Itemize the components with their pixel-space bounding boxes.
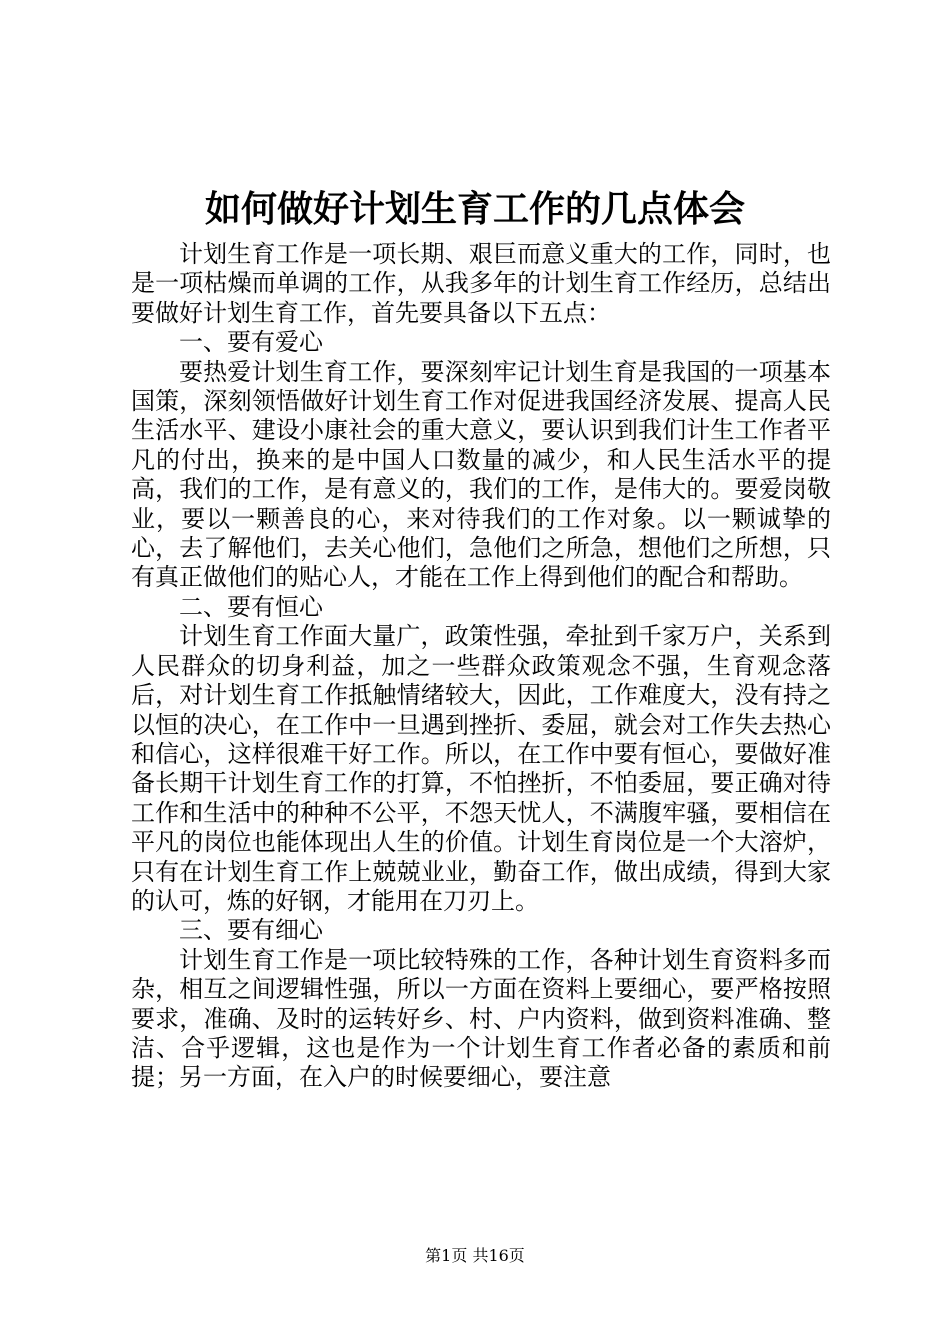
section-heading-1: 一、要有爱心 [179, 328, 323, 357]
section-heading-2: 二、要有恒心 [179, 592, 323, 621]
page-number-footer: 第1页 共16页 [425, 1246, 525, 1265]
section-heading-3: 三、要有细心 [179, 916, 323, 945]
document-title: 如何做好计划生育工作的几点体会 [204, 188, 745, 230]
paragraph-intro: 计划生育工作是一项长期、艰巨而意义重大的工作，同时，也是一项枯燥而单调的工作，从我多年的计划生育工作经历，总结出要做好计划生育工作，首先要具备以下五点： [131, 240, 831, 327]
paragraph-section-2: 计划生育工作面大量广，政策性强，牵扯到千家万户，关系到人民群众的切身利益，加之一些群众政策观念不强，生育观念落后，对计划生育工作抵触情绪较大，因此，工作难度大，没有持之以恒的决心，在工作中一旦遇到挫折、委屈，就会对工作失去热心和信心，这样很难干好工作。所以，在工作中要有恒心，要做好准备长期干计划生育工作的打算，不怕挫折，不怕委屈，要正确对待工作和生活中的种种不公平，不怨天忧人，不满腹牢骚，要相信在平凡的岗位也能体现出人生的价值。计划生育岗位是一个大溶炉，只有在计划生育工作上兢兢业业，勤奋工作，做出成绩，得到大家的认可，炼的好钢，才能用在刀刃上。 [131, 622, 831, 915]
document-body [131, 240, 831, 1093]
paragraph-section-3: 计划生育工作是一项比较特殊的工作，各种计划生育资料多而杂，相互之间逻辑性强，所以一方面在资料上要细心，要严格按照要求，准确、及时的运转好乡、村、户内资料，做到资料准确、整洁、合乎逻辑，这也是作为一个计划生育工作者必备的素质和前提；另一方面，在入户的时候要细心，要注意 [131, 945, 831, 1092]
paragraph-section-1: 要热爱计划生育工作，要深刻牢记计划生育是我国的一项基本国策，深刻领悟做好计划生育工作对促进我国经济发展、提高人民生活水平、建设小康社会的重大意义，要认识到我们计生工作者平凡的付出，换来的是中国人口数量的减少，和人民生活水平的提高，我们的工作，是有意义的，我们的工作，是伟大的。要爱岗敬业，要以一颗善良的心，来对待我们的工作对象。以一颗诚挚的心，去了解他们，去关心他们，急他们之所急，想他们之所想，只有真正做他们的贴心人，才能在工作上得到他们的配合和帮助。 [131, 357, 831, 592]
